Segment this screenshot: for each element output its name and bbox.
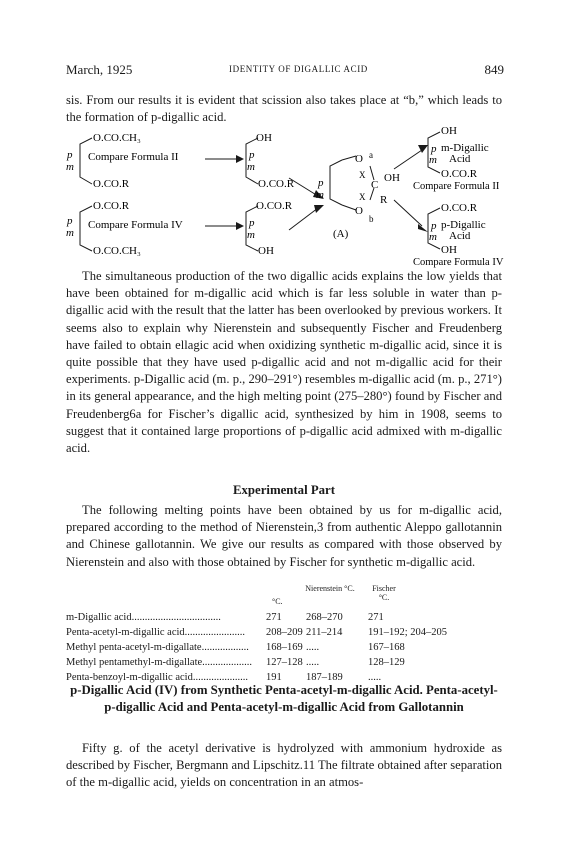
row-nierenstein: 187–189 bbox=[306, 672, 343, 683]
bl-sub-bottom: O.CO.CH₃ bbox=[93, 245, 141, 257]
rt-sub-top: OH bbox=[441, 125, 457, 137]
c-ring-p: p bbox=[318, 177, 324, 189]
rb-ring-m: m bbox=[429, 231, 437, 243]
c-o-b: O bbox=[355, 205, 363, 217]
c-label-b: b bbox=[369, 214, 374, 224]
mt-sub-bottom: O.CO.R bbox=[258, 178, 295, 190]
table-row bbox=[66, 610, 506, 625]
tl-ring-m: m bbox=[66, 161, 74, 173]
row-nierenstein: 211–214 bbox=[306, 627, 343, 638]
row-nierenstein: ..... bbox=[306, 657, 320, 668]
intro-paragraph: sis. From our results it is evident that scission also takes place at “b,” which leads to the formation of p-digallic acid. bbox=[66, 93, 502, 125]
arrow-5 bbox=[394, 150, 422, 169]
row-fischer: ..... bbox=[368, 672, 382, 683]
row-ours: 191 bbox=[266, 672, 282, 683]
c-cross-bottom: X bbox=[359, 192, 366, 202]
row-compound: m-Digallic acid.................................. bbox=[66, 612, 221, 623]
row-fischer: 271 bbox=[368, 612, 384, 623]
mb-sub-bottom: OH bbox=[258, 245, 274, 257]
table-row bbox=[66, 655, 506, 670]
row-nierenstein: ..... bbox=[306, 642, 320, 653]
c-cross-top: X bbox=[359, 170, 366, 180]
rt-compare: Compare Formula II bbox=[413, 181, 500, 192]
rb-name1: p-Digallic bbox=[441, 219, 486, 231]
paragraph-3: Fifty g. of the acetyl derivative is hydrolyzed with ammonium hydroxide as described by Fischer, Bergmann and Lipschitz.11 The filtrate obtained after separation of the m-digallic acid, yields on concentration in an atmos- bbox=[66, 741, 502, 790]
c-o-a: O bbox=[355, 153, 363, 165]
header-date: March, 1925 bbox=[66, 62, 133, 77]
rb-compare: Compare Formula IV bbox=[413, 257, 504, 268]
row-ours: 127–128 bbox=[266, 657, 303, 668]
tl-ring-p: p bbox=[67, 149, 73, 161]
mb-ring-m: m bbox=[247, 229, 255, 241]
page-number: 849 bbox=[484, 62, 504, 77]
row-compound: Methyl penta-acetyl-m-digallate.................. bbox=[66, 642, 249, 653]
section-heading: p-Digallic Acid (IV) from Synthetic Penta-acetyl-m-digallic Acid. Penta-acetyl-p-digallic Acid and Penta-acetyl-m-digallic Acid from Gallotannin bbox=[70, 683, 498, 714]
mb-sub-top: O.CO.R bbox=[256, 200, 293, 212]
c-caption: (A) bbox=[333, 228, 349, 240]
rt-ring-p: p bbox=[431, 143, 437, 155]
mb-ring-p: p bbox=[249, 217, 255, 229]
tl-label: Compare Formula II bbox=[88, 151, 179, 163]
rb-name2: Acid bbox=[449, 230, 471, 242]
rb-sub-top: O.CO.R bbox=[441, 202, 478, 214]
row-compound: Penta-acetyl-m-digallic acid....................... bbox=[66, 627, 246, 638]
row-compound: Methyl pentamethyl-m-digallate................... bbox=[66, 657, 253, 668]
c-oh: OH bbox=[384, 172, 400, 184]
arrow-4 bbox=[289, 208, 318, 230]
col-header-fischer: Fischer °C. bbox=[372, 584, 396, 602]
discussion-text bbox=[66, 268, 502, 457]
row-compound: Penta-benzoyl-m-digallic acid..................... bbox=[66, 672, 248, 683]
table-header bbox=[66, 584, 506, 610]
c-label-a: a bbox=[369, 150, 373, 160]
melting-point-table bbox=[66, 584, 506, 685]
rb-sub-bottom: OH bbox=[441, 244, 457, 256]
row-ours: 208–209 bbox=[266, 627, 303, 638]
table-row bbox=[66, 640, 506, 655]
row-nierenstein: 268–270 bbox=[306, 612, 343, 623]
row-ours: 168–169 bbox=[266, 642, 303, 653]
rt-sub-bottom: O.CO.R bbox=[441, 168, 478, 180]
bl-ring-p: p bbox=[67, 215, 73, 227]
col-header-nierenstein: Nierenstein °C. bbox=[305, 584, 355, 593]
row-fischer: 191–192; 204–205 bbox=[368, 627, 448, 638]
mt-ring-p: p bbox=[249, 149, 255, 161]
mt-sub-top: OH bbox=[256, 132, 272, 144]
paragraph-1: The simultaneous production of the two digallic acids explains the low yields that have been obtained for m-digallic acid which is far less soluble in water than p-digallic acid with the result that the latter has been overlooked by previous workers. It seems also to explain why Nierenstein and subsequently Fischer and Freudenberg have failed to obtain ellagic acid when oxidizing synthetic m-digallic acid, since it is quite possible that they have used p-digallic acid and not m-digallic acid for their experiments. p-Digallic acid (m. p., 290–291°) resembles m-digallic acid (m. p., 271°) in its general appearance, and the high melting point (275–280°) found by Fischer and Freudenberg6a for Fischer’s digallic acid, synthesized by him in 1908, seems to suggest that it contained large proportions of p-digallic acid admixed with m-digallic acid. bbox=[66, 269, 502, 456]
bl-label: Compare Formula IV bbox=[88, 219, 183, 231]
c-ring-m: m bbox=[316, 189, 324, 201]
method-text bbox=[66, 740, 502, 792]
rb-ring-p: p bbox=[431, 220, 437, 232]
rt-ring-m: m bbox=[429, 154, 437, 166]
arrow-6 bbox=[394, 200, 422, 226]
row-ours: 271 bbox=[266, 612, 282, 623]
c-r: R bbox=[380, 194, 388, 206]
c-c: C bbox=[371, 179, 379, 191]
table-row bbox=[66, 625, 506, 640]
row-fischer: 128–129 bbox=[368, 657, 405, 668]
tl-sub-top: O.CO.CH₃ bbox=[93, 132, 141, 144]
experimental-heading: Experimental Part bbox=[233, 483, 335, 497]
row-fischer: 167–168 bbox=[368, 642, 405, 653]
paragraph-2: The following melting points have been obtained by us for m-digallic acid, prepared according to the method of Nierenstein,3 from authentic Aleppo gallotannin and Chinese gallotannin. We give our results as compared with those observed by Nierenstein and also with those obtained by Fischer for synthetic m-digallic acid. bbox=[66, 503, 502, 569]
col-header-ours: °C. bbox=[272, 597, 283, 606]
rt-name2: Acid bbox=[449, 153, 471, 165]
bl-sub-top: O.CO.R bbox=[93, 200, 130, 212]
rt-name1: m-Digallic bbox=[441, 142, 489, 154]
header-running-title: IDENTITY OF DIGALLIC ACID bbox=[229, 64, 368, 74]
tl-sub-bottom: O.CO.R bbox=[93, 178, 130, 190]
experimental-text bbox=[66, 502, 502, 571]
bl-ring-m: m bbox=[66, 227, 74, 239]
ring-center bbox=[330, 160, 342, 205]
mt-ring-m: m bbox=[247, 161, 255, 173]
